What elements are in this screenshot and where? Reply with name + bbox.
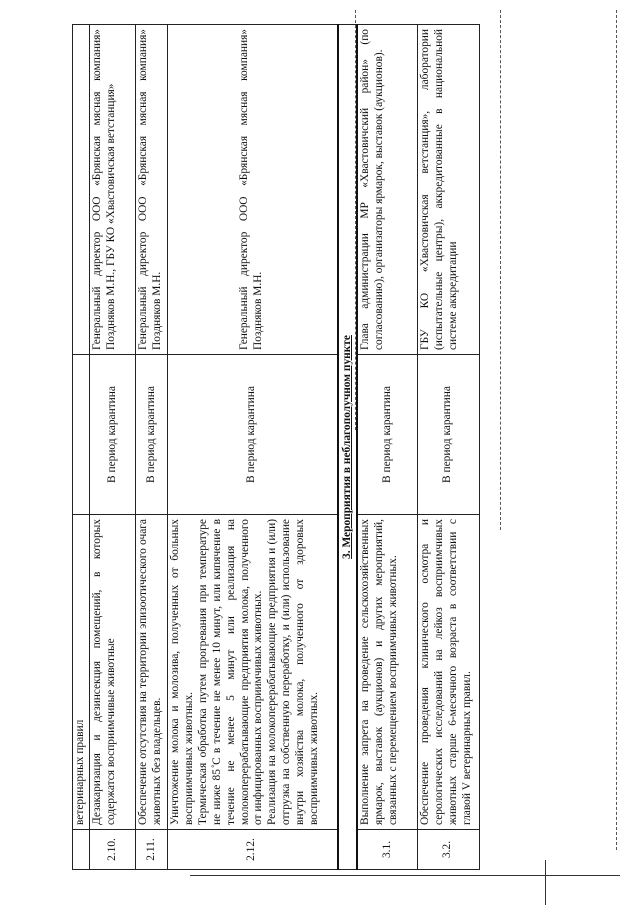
responsible-cell: Глава администрации МР «Хвастовичский район» (по согласованию), организаторы ярмарок, выставок (аукционов). [357,25,417,355]
table-row [136,25,168,870]
period-cell: В период карантина [136,355,168,515]
row-number: 2.10. [90,830,136,870]
scan-dash-line [355,10,356,430]
table-row [417,25,479,870]
scan-dash-line [500,10,501,530]
measure-cell: ветеринарных правил [73,515,90,830]
scan-bottom-line [190,875,620,876]
measures-table [72,24,480,870]
empty-cell [73,25,90,355]
empty-cell [73,355,90,515]
responsible-cell: Генеральный директор ООО «Брянская мясная компания» Поздняков М.Н. [168,25,338,355]
scan-dash-line [616,10,617,850]
measure-paragraph: Уничтожение молока и молозива, полученных от больных восприимчивых животных. [169,519,195,825]
measure-cell [168,515,338,830]
period-cell: В период карантина [357,355,417,515]
row-number: 2.12. [168,830,338,870]
responsible-cell: ГБУ КО «Хвастовичская ветстанция», лаборатории (испытательные центры), аккредитованные в национальной системе аккредитации [417,25,479,355]
row-number: 2.11. [136,830,168,870]
row-number: 3.1. [357,830,417,870]
measure-paragraph: Термическая обработка путем прогревания при температуре не ниже 85 ̊С в течение не менее 10 минут, или кипячение в течение не менее 5 минут или реализация на молокоперерабатывающие предприятия молока, полученного от инфицированных восприимчивых животных. [196,519,265,825]
measure-cell: Дезакаризация и дезинсекция помещений, в которых содержатся восприимчивые животные [90,515,136,830]
row-number: 3.2. [417,830,479,870]
period-cell: В период карантина [417,355,479,515]
period-cell: В период карантина [90,355,136,515]
measure-cell: Выполнение запрета на проведение сельскохозяйственных ярмарок, выставок (аукционов) и других мероприятий, связанных с перемещением восприимчивых животных. [357,515,417,830]
table-row [90,25,136,870]
scan-edge-line [545,860,546,905]
table-row [357,25,417,870]
measure-paragraph: Реализация на молокоперерабатывающие предприятия и (или) отгрузка на собственную переработку, и (или) использование внутри хозяйства молока, полученного от здоровых восприимчивых животных. [266,519,321,825]
period-cell: В период карантина [168,355,338,515]
measure-cell: Обеспечение проведения клинического осмотра и серологических исследований на лейкоз восприимчивых животных старше 6-месячного возраста в соответствии с главой V ветеринарных правил. [417,515,479,830]
empty-cell [73,830,90,870]
section-title: 3. Мероприятия в неблагополучном пункте [338,25,358,870]
responsible-cell: Генеральный директор ООО «Брянская мясная компания» Поздняков М.Н., ГБУ КО «Хвастовичская ветстанция» [90,25,136,355]
responsible-cell: Генеральный директор ООО «Брянская мясная компания» Поздняков М.Н. [136,25,168,355]
measure-cell: Обеспечение отсутствия на территории эпизоотического очага животных без владельцев. [136,515,168,830]
rotated-table-sheet [72,25,522,870]
table-row [73,25,90,870]
table-row [168,25,338,870]
